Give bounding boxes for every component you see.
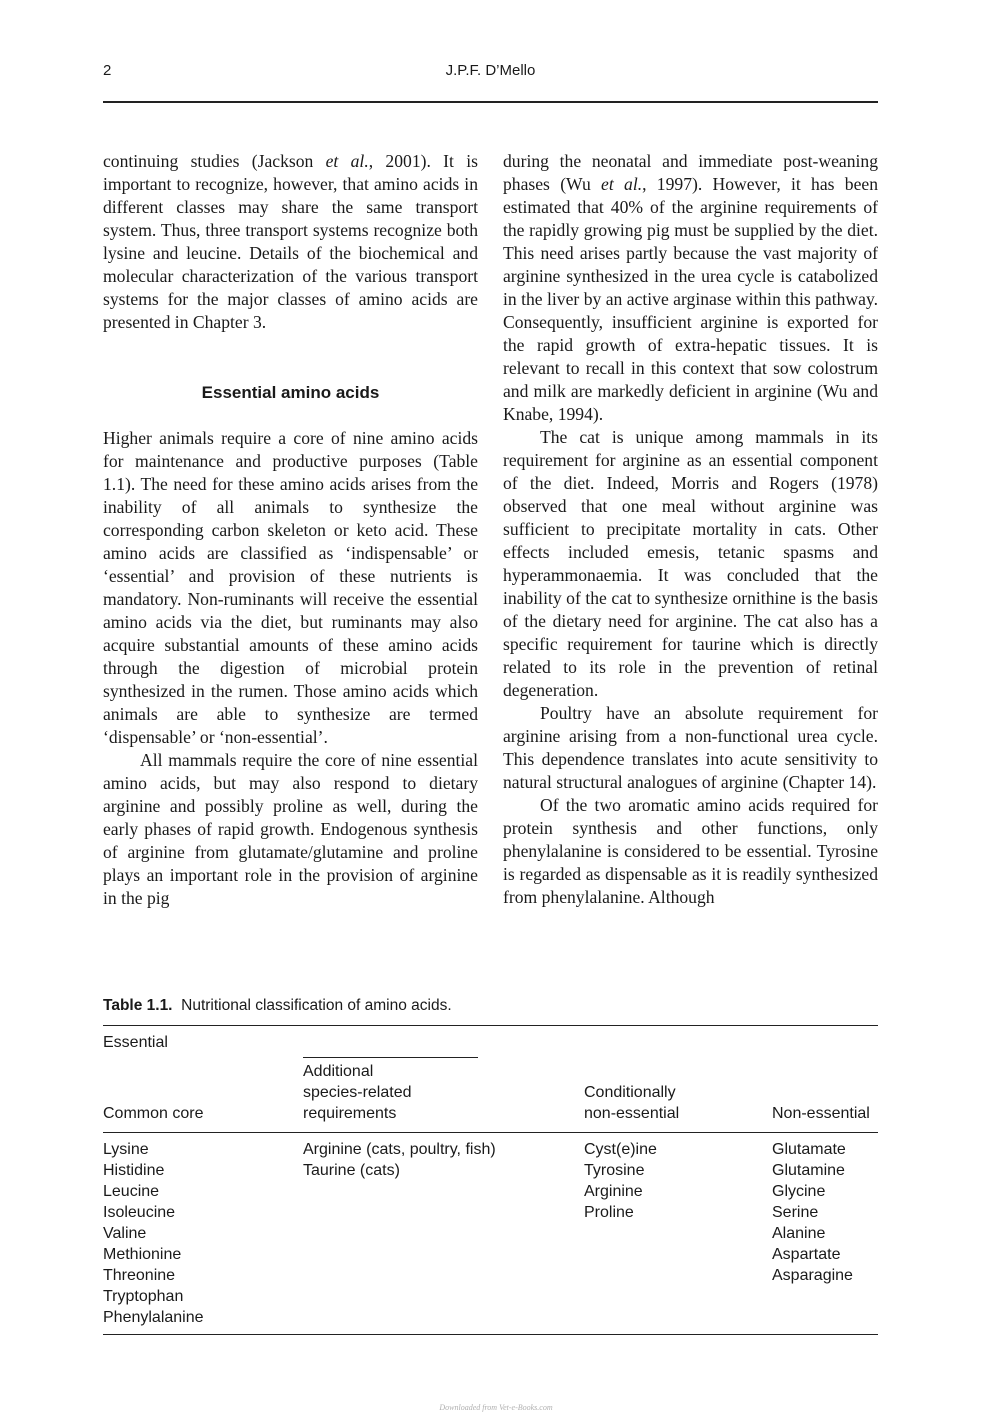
paragraph	[503, 794, 878, 909]
page-number: 2	[103, 62, 112, 79]
text-run: , 1997). However, it has been estimated that 40% of the arginine requirements of the rapidly growing pig must be supplied by the diet. This need arises partly because the vast majority of arginine synthesized in the urea cycle is catabolized in the liver by an active arginase within this pathway. Consequently, insufficient arginine is exported for the rapid growth of extra-hepatic tissues. It is relevant to recall in this context that sow colostrum and milk are markedly deficient in arginine (Wu and Knabe, 1994).	[503, 174, 879, 424]
table-cell: Phenylalanine	[103, 1309, 204, 1326]
table-cell: Asparagine	[772, 1267, 853, 1284]
table-cell: Threonine	[103, 1267, 176, 1284]
table-cell: Leucine	[103, 1183, 160, 1200]
table-cell: Aspartate	[772, 1246, 841, 1263]
table-cell: Cyst(e)ine	[584, 1141, 657, 1158]
column-common-core	[103, 1139, 204, 1328]
column-header-common-core: Common core	[103, 1105, 204, 1122]
table-group-header: Essential	[103, 1034, 168, 1051]
table-cell: Lysine	[103, 1141, 149, 1158]
table-cell: Glutamate	[772, 1141, 846, 1158]
column-non-essential	[772, 1139, 853, 1286]
table-cell: Alanine	[772, 1225, 826, 1242]
table-bottom-rule	[103, 1334, 878, 1335]
table-cell: Arginine (cats, poultry, fish)	[303, 1141, 496, 1158]
paragraph	[103, 427, 478, 749]
text-run: Of the two aromatic amino acids required for protein synthesis and other functions, only phenylalanine is considered to be essential. Tyrosine is regarded as dispensable as it is readily synthesized from phenylalanine. Although	[503, 795, 878, 907]
table-cell: Taurine (cats)	[303, 1162, 400, 1179]
table-cell: Serine	[772, 1204, 819, 1221]
right-column	[503, 150, 878, 909]
column-conditional	[584, 1139, 657, 1223]
table-cell: Glycine	[772, 1183, 826, 1200]
text-run: continuing studies (Jackson	[103, 151, 326, 171]
running-header	[103, 62, 878, 84]
section-heading: Essential amino acids	[201, 383, 380, 402]
table-subheader-rule	[303, 1057, 478, 1058]
table-cell: Isoleucine	[103, 1204, 176, 1221]
running-head-author: J.P.F. D’Mello	[445, 62, 536, 79]
table-caption-label: Table 1.1.	[103, 997, 173, 1014]
text-run: Higher animals require a core of nine amino acids for maintenance and productive purposes (Table 1.1). The need for these amino acids arises from the inability of all animals to synthesize the corresponding carbon skeleton or keto acid. These amino acids are classified as ‘indispensable’ or ‘essential’ and provision of these nutrients is mandatory. Non-ruminants will receive the essential amino acids via the diet, but ruminants may also acquire substantial amounts of these amino acids through the digestion of microbial protein synthesized in the rumen. Those amino acids which animals are able to synthesize are termed ‘dispensable’ or ‘non-essential’.	[103, 428, 478, 747]
header-rule	[103, 101, 878, 103]
table-cell: Glutamine	[772, 1162, 845, 1179]
column-header-conditional: Conditionally non-essential	[584, 1084, 680, 1122]
text-run: , 2001). It is important to recognize, however, that amino acids in different classes may share the same transport system. Thus, three transport systems recognize both lysine and leucine. Details of the biochemical and molecular characterization of the various transport systems for the major classes of amino acids are presented in Chapter 3.	[103, 151, 478, 332]
table-caption	[103, 997, 452, 1015]
table-cell: Arginine	[584, 1183, 643, 1200]
paragraph	[503, 150, 878, 426]
italic-text: et al.	[601, 174, 643, 194]
text-run: The cat is unique among mammals in its requirement for arginine as an essential component of the diet. Indeed, Morris and Rogers (1978) observed that one meal without arginine was sufficient to precipitate mortality in cats. Other effects included emesis, tetanic spasms and hyperammonaemia. It was concluded that the inability of the cat to synthesize ornithine is the basis of the dietary need for arginine. The cat also has a specific requirement for taurine which is directly related to its role in the prevention of retinal degeneration.	[503, 427, 878, 700]
paragraph	[503, 702, 878, 794]
table-cell: Methionine	[103, 1246, 182, 1263]
paragraph	[103, 749, 478, 910]
text-run: during the neonatal and immediate post-weaning phases (Wu	[503, 151, 878, 194]
table-caption-text: Nutritional classification of amino acids.	[181, 997, 452, 1014]
table-cell: Histidine	[103, 1162, 165, 1179]
table-header-rule	[103, 1132, 878, 1133]
left-column	[103, 150, 478, 910]
text-run: Poultry have an absolute requirement for arginine arising from a non-functional urea cycle. This dependence translates into acute sensitivity to natural structural analogues of arginine (Chapter 14).	[503, 703, 878, 792]
table-cell: Tyrosine	[584, 1162, 645, 1179]
column-header-additional: Additional species-related requirements	[303, 1063, 412, 1122]
text-run: All mammals require the core of nine essential amino acids, but may also respond to dietary arginine and possibly proline as well, during the early phases of rapid growth. Endogenous synthesis of arginine from glutamate/glutamine and proline plays an important role in the provision of arginine in the pig	[103, 750, 478, 908]
column-header-non-essential: Non-essential	[772, 1105, 870, 1122]
paragraph	[503, 426, 878, 702]
column-additional	[303, 1139, 496, 1181]
table-top-rule	[103, 1025, 878, 1026]
table-cell: Valine	[103, 1225, 147, 1242]
paragraph	[103, 150, 478, 334]
table-cell: Tryptophan	[103, 1288, 184, 1305]
watermark: Downloaded from Vet-e-Books.com	[439, 1403, 553, 1412]
table-cell: Proline	[584, 1204, 634, 1221]
italic-text: et al.	[325, 151, 369, 171]
